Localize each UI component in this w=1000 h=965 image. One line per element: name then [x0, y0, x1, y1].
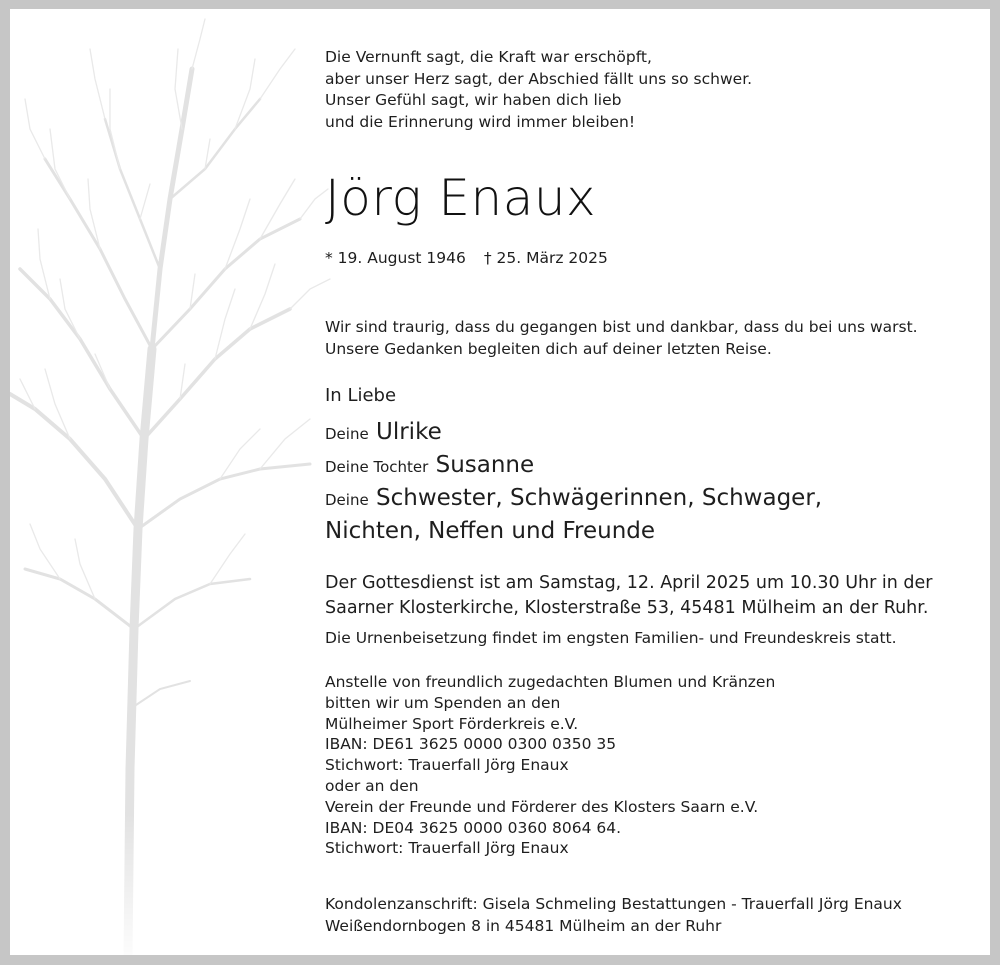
poem-line: Unser Gefühl sagt, wir haben dich lieb	[325, 91, 622, 109]
donation-line: Mülheimer Sport Förderkreis e.V.	[325, 714, 579, 733]
service-line: Saarner Klosterkirche, Klosterstraße 53, 45481 Mülheim an der Ruhr.	[325, 598, 929, 618]
poem-line: Die Vernunft sagt, die Kraft war erschöpft,	[325, 48, 652, 66]
family-prefix: Deine Tochter	[325, 458, 429, 476]
family-prefix: Deine	[325, 425, 369, 443]
family-name: Susanne	[435, 452, 535, 478]
family-prefix: Deine	[325, 491, 369, 509]
donation-line: Stichwort: Trauerfall Jörg Enaux	[325, 756, 569, 775]
mourning-text	[325, 316, 918, 360]
family-name: Schwester, Schwägerinnen, Schwager,	[376, 485, 823, 511]
donation-info	[325, 672, 775, 859]
poem	[325, 47, 752, 133]
urn-info: Die Urnenbeisetzung findet im engsten Familien- und Freundeskreis statt.	[325, 629, 897, 647]
in-liebe: In Liebe	[325, 385, 397, 406]
donation-line: IBAN: DE61 3625 0000 0300 0350 35	[325, 735, 617, 754]
death-date: † 25. März 2025	[483, 249, 608, 267]
birth-date: * 19. August 1946	[325, 249, 466, 267]
service-info	[325, 571, 932, 621]
donation-line: IBAN: DE04 3625 0000 0360 8064 64.	[325, 818, 622, 837]
mourning-line: Wir sind traurig, dass du gegangen bist und dankbar, dass du bei uns warst.	[325, 318, 918, 336]
tree-illustration	[10, 9, 340, 955]
donation-line: Stichwort: Trauerfall Jörg Enaux	[325, 839, 569, 858]
condolence-line: Weißendornbogen 8 in 45481 Mülheim an der Ruhr	[325, 917, 722, 935]
family-name: Nichten, Neffen und Freunde	[325, 518, 656, 544]
deceased-name: Jörg Enaux	[325, 169, 597, 227]
family-name: Ulrike	[376, 419, 442, 445]
condolence-address	[325, 893, 902, 937]
donation-line: bitten wir um Spenden an den	[325, 693, 561, 712]
family-line	[325, 518, 655, 544]
donation-line: Anstelle von freundlich zugedachten Blumen und Kränzen	[325, 673, 776, 691]
donation-line: Verein der Freunde und Förderer des Klosters Saarn e.V.	[325, 797, 759, 816]
family-line	[325, 485, 822, 511]
obituary-page	[10, 9, 990, 955]
donation-line: oder an den	[325, 776, 419, 795]
poem-line: aber unser Herz sagt, der Abschied fällt uns so schwer.	[325, 69, 753, 88]
mourning-line: Unsere Gedanken begleiten dich auf deiner letzten Reise.	[325, 340, 772, 358]
life-dates	[325, 249, 608, 267]
service-line: Der Gottesdienst ist am Samstag, 12. April 2025 um 10.30 Uhr in der	[325, 573, 933, 593]
family-line	[325, 452, 534, 478]
condolence-line: Kondolenzanschrift: Gisela Schmeling Bestattungen - Trauerfall Jörg Enaux	[325, 895, 902, 913]
family-line	[325, 419, 442, 445]
poem-line: und die Erinnerung wird immer bleiben!	[325, 112, 636, 131]
